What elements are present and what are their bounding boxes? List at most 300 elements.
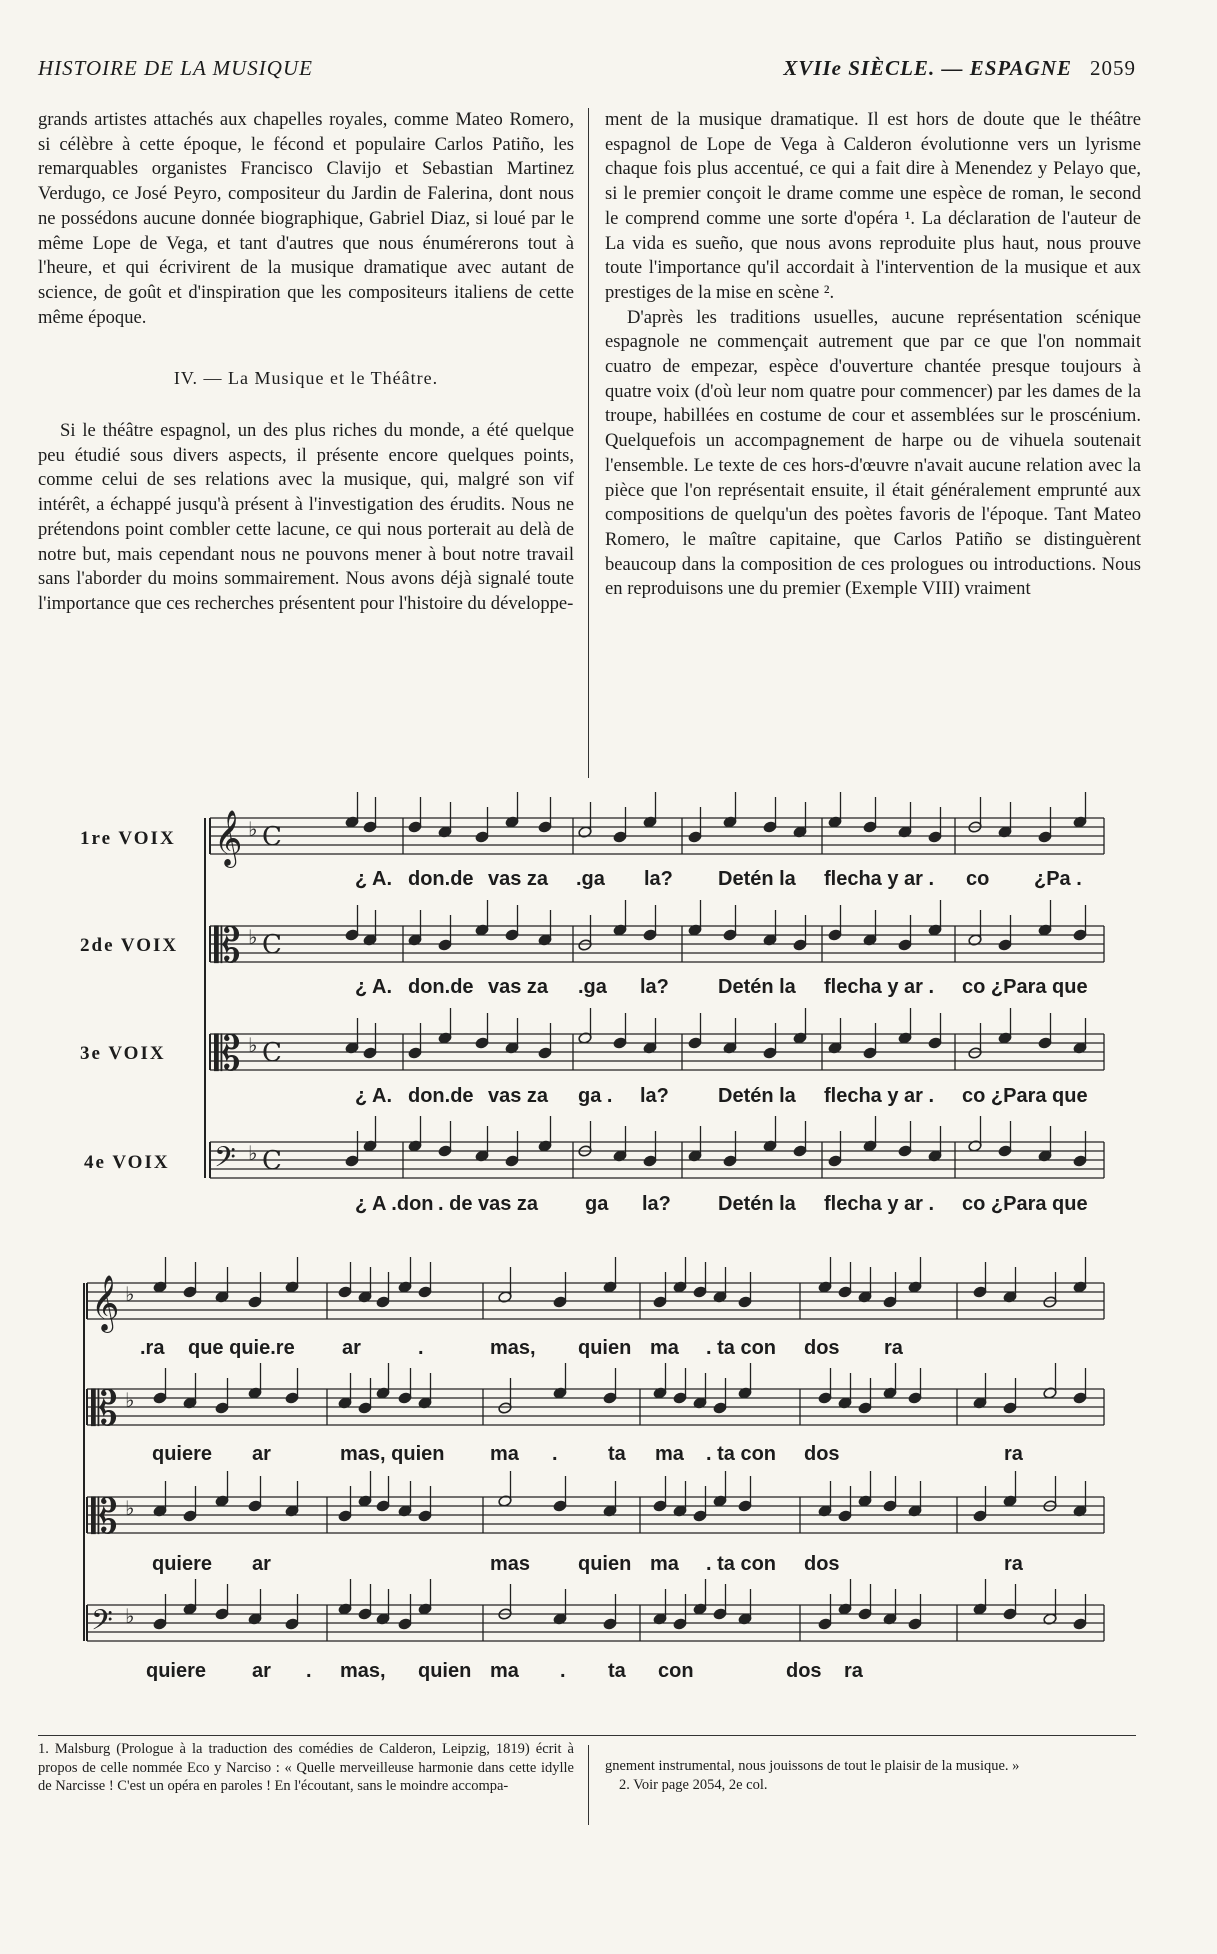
lyric: la? [644, 868, 673, 890]
lyric: . [552, 1443, 558, 1465]
lyric: mas, quien [340, 1443, 445, 1465]
lyric: vas za [488, 976, 549, 998]
note [1073, 1155, 1087, 1168]
footnote-1 [38, 1740, 574, 1796]
note [1043, 1613, 1057, 1626]
lyric: ar [342, 1337, 361, 1359]
note [578, 826, 592, 839]
note [713, 1608, 727, 1621]
footnote-text: 2. Voir page 2054, 2e col. [619, 1776, 768, 1793]
note [928, 1150, 942, 1163]
note [285, 1392, 299, 1405]
note [285, 1505, 299, 1518]
note [928, 831, 942, 844]
clef: 𝄞 [214, 810, 243, 866]
lyric: ar [252, 1443, 271, 1465]
note [363, 934, 377, 947]
paragraph: ment de la musique dramatique. Il est hors de doute que le théâtre espagnol de Lope de Vega à Calderon évolutionne vers un lyrisme chaque fois plus accentué, ce qui a fait dire à Menendez y Pelayo que, si le premier conçoit le drame comme une espèce de roman, le second le comprend comme une sorte d'opéra ¹. La déclaration de l'auteur de La vida es sueño, que nous avons reproduite plus haut, nous prouve toute l'importance qu'il accordait à l'intervention de la musique et aux prestiges de la mise en scène ². [605, 109, 1141, 303]
note [505, 1042, 519, 1055]
note [693, 1510, 707, 1523]
note [738, 1296, 752, 1309]
note [908, 1505, 922, 1518]
voice-label-2: 2de VOIX [80, 935, 179, 956]
note [1038, 1150, 1052, 1163]
lyric: ¿ A. [355, 1085, 393, 1107]
key-signature: ♭ [125, 1498, 135, 1520]
note [498, 1495, 512, 1508]
lyric: don.de [408, 868, 474, 890]
note [578, 1032, 592, 1045]
note [475, 924, 489, 937]
note [928, 924, 942, 937]
note [1073, 1281, 1087, 1294]
time-signature: C [262, 1038, 282, 1068]
note [818, 1505, 832, 1518]
note [376, 1500, 390, 1513]
note [738, 1387, 752, 1400]
note [183, 1510, 197, 1523]
lyric: dos [804, 1553, 840, 1575]
note [613, 1037, 627, 1050]
note [505, 1155, 519, 1168]
note [215, 1291, 229, 1304]
note [603, 1281, 617, 1294]
note [363, 1140, 377, 1153]
note [408, 821, 422, 834]
note [838, 1603, 852, 1616]
lyric: dos [786, 1660, 822, 1682]
lyric: co ¿Para que [962, 976, 1088, 998]
note [1073, 1042, 1087, 1055]
lyric: .ga [578, 976, 607, 998]
note [793, 939, 807, 952]
lyric: co ¿Para que [962, 1085, 1088, 1107]
note [358, 1291, 372, 1304]
note [153, 1392, 167, 1405]
lyric: mas [490, 1553, 531, 1575]
note [763, 1140, 777, 1153]
note [475, 1150, 489, 1163]
note [763, 934, 777, 947]
lyric: . [560, 1660, 566, 1682]
clef: 𝄡 [91, 1489, 118, 1545]
note [1073, 929, 1087, 942]
key-signature: ♭ [125, 1606, 135, 1628]
note [688, 1150, 702, 1163]
note [643, 816, 657, 829]
note [153, 1281, 167, 1294]
column-divider [588, 108, 589, 778]
note [688, 1037, 702, 1050]
lyric: ¿Pa . [1034, 868, 1082, 890]
note [215, 1402, 229, 1415]
note [553, 1387, 567, 1400]
page-header [38, 56, 1136, 86]
note [818, 1618, 832, 1631]
clef: 𝄡 [214, 1026, 241, 1082]
lyric: quien [578, 1553, 632, 1575]
note [1043, 1296, 1057, 1309]
note [883, 1500, 897, 1513]
note [613, 831, 627, 844]
left-column [38, 108, 574, 617]
note [838, 1397, 852, 1410]
paragraph: D'après les traditions usuelles, aucune représentation scénique espagnole ne commençait autrement que par ce que l'on nommait cuatro de empezar, espèce d'ouverture chantée presque toujours à quatre voix (d'où leur nom quatre pour commencer) par les dames de la troupe, habillées en costume de cour et assemblées sur le proscénium. Quelquefois un accompagnement de harpe ou de vihuela soutenait l'ensemble. Le texte de ces hors-d'œuvre n'avait aucune relation avec la pièce que l'on représentait ensuite, il était généralement emprunté aux compositions de quelqu'un des poètes favoris de l'époque. Tant Mateo Romero, le maître capitaine, que Carlos Patiño se distinguèrent beaucoup dans la composition de ces prologues ou introductions. Nous en reproduisons une du premier (Exemple VIII) vraiment [605, 306, 1141, 600]
note [376, 1387, 390, 1400]
note [643, 1155, 657, 1168]
note [183, 1286, 197, 1299]
note [578, 1145, 592, 1158]
note [898, 939, 912, 952]
note [338, 1286, 352, 1299]
note [723, 1042, 737, 1055]
note [438, 1145, 452, 1158]
note [418, 1510, 432, 1523]
key-signature: ♭ [125, 1390, 135, 1412]
note [828, 1042, 842, 1055]
note [408, 1047, 422, 1060]
note [898, 1145, 912, 1158]
note [863, 934, 877, 947]
note [928, 1037, 942, 1050]
note [863, 821, 877, 834]
note [338, 1397, 352, 1410]
note [838, 1286, 852, 1299]
note [653, 1613, 667, 1626]
lyric: mas, [340, 1660, 386, 1682]
note [793, 826, 807, 839]
lyric: . ta con [706, 1443, 777, 1465]
note [475, 1037, 489, 1050]
note [688, 831, 702, 844]
note [345, 1042, 359, 1055]
note [538, 821, 552, 834]
page-number: 2059 [1090, 56, 1136, 80]
note [998, 1145, 1012, 1158]
lyric: Detén la [718, 976, 796, 998]
lyric: la? [640, 976, 669, 998]
note [578, 939, 592, 952]
note [883, 1296, 897, 1309]
note [968, 934, 982, 947]
note [1073, 1618, 1087, 1631]
lyric: ta [608, 1443, 626, 1465]
clef: 𝄢 [91, 1604, 113, 1644]
lyric: ra [844, 1660, 863, 1682]
note [973, 1510, 987, 1523]
note [438, 939, 452, 952]
note [345, 929, 359, 942]
note [338, 1510, 352, 1523]
section-heading [783, 56, 1136, 81]
lyric: . ta con [706, 1553, 777, 1575]
note [215, 1495, 229, 1508]
note [713, 1291, 727, 1304]
note [723, 816, 737, 829]
note [968, 1140, 982, 1153]
note [1038, 924, 1052, 937]
note [1003, 1402, 1017, 1415]
note [828, 816, 842, 829]
note [998, 826, 1012, 839]
note [398, 1392, 412, 1405]
note [643, 1042, 657, 1055]
note [908, 1281, 922, 1294]
lyric: dos [804, 1337, 840, 1359]
note [1043, 1500, 1057, 1513]
note [603, 1392, 617, 1405]
lyric: . [306, 1660, 312, 1682]
note [505, 816, 519, 829]
clef: 𝄞 [91, 1275, 120, 1331]
note [973, 1286, 987, 1299]
note [793, 1145, 807, 1158]
lyric: quien [418, 1660, 472, 1682]
lyric: ra [1004, 1553, 1023, 1575]
note [338, 1603, 352, 1616]
note [883, 1613, 897, 1626]
note [838, 1510, 852, 1523]
lyric: ma [650, 1337, 679, 1359]
lyric: Detén la [718, 868, 796, 890]
note [345, 816, 359, 829]
note [376, 1296, 390, 1309]
note [738, 1500, 752, 1513]
note [693, 1397, 707, 1410]
note [418, 1603, 432, 1616]
note [883, 1387, 897, 1400]
lyric: que quie.re [188, 1337, 295, 1359]
note [858, 1495, 872, 1508]
lyric: co ¿Para que [962, 1193, 1088, 1215]
chapter-title: XVIIe SIÈCLE. — ESPAGNE [783, 56, 1072, 80]
footnote-rule [38, 1735, 1136, 1736]
lyric: ¿ A. [355, 868, 393, 890]
note [828, 929, 842, 942]
note [793, 1032, 807, 1045]
lyric: ar [252, 1553, 271, 1575]
note [248, 1500, 262, 1513]
note [553, 1500, 567, 1513]
lyric: quien [578, 1337, 632, 1359]
lyric: co [966, 868, 990, 890]
lyric: Detén la [718, 1193, 796, 1215]
lyric: ta [608, 1660, 626, 1682]
note [898, 826, 912, 839]
note [863, 1140, 877, 1153]
note [215, 1608, 229, 1621]
note [723, 1155, 737, 1168]
lyric: ga . [578, 1085, 613, 1107]
key-signature: ♭ [248, 927, 258, 949]
note [376, 1613, 390, 1626]
note [1073, 1392, 1087, 1405]
note [1073, 1505, 1087, 1518]
note [1073, 816, 1087, 829]
key-signature: ♭ [248, 1035, 258, 1057]
running-title: HISTOIRE DE LA MUSIQUE [38, 56, 313, 80]
note [475, 831, 489, 844]
lyric: ¿ A .don [355, 1193, 434, 1215]
note [673, 1392, 687, 1405]
note [693, 1603, 707, 1616]
lyric: flecha y ar . [824, 868, 935, 890]
note [285, 1618, 299, 1631]
note [763, 1047, 777, 1060]
voice-label-3: 3e VOIX [80, 1043, 166, 1064]
lyric: ma [490, 1443, 519, 1465]
lyric: ma [655, 1443, 684, 1465]
time-signature: C [262, 930, 282, 960]
note [538, 1140, 552, 1153]
key-signature: ♭ [248, 819, 258, 841]
clef: 𝄢 [214, 1141, 236, 1181]
note [358, 1402, 372, 1415]
lyric: la? [642, 1193, 671, 1215]
note [968, 1047, 982, 1060]
note [693, 1286, 707, 1299]
note [153, 1505, 167, 1518]
lyric: quiere [152, 1443, 213, 1465]
note [363, 821, 377, 834]
lyric: la? [640, 1085, 669, 1107]
note [418, 1286, 432, 1299]
lyric: ¿ A. [355, 976, 393, 998]
note [613, 1150, 627, 1163]
note [248, 1387, 262, 1400]
note [418, 1397, 432, 1410]
note [248, 1613, 262, 1626]
note [1003, 1291, 1017, 1304]
note [858, 1291, 872, 1304]
note [968, 821, 982, 834]
note [653, 1500, 667, 1513]
lyric: .ra [140, 1337, 165, 1359]
note [398, 1505, 412, 1518]
note [398, 1618, 412, 1631]
note [438, 1032, 452, 1045]
lyric: dos [804, 1443, 840, 1465]
paragraph: grands artistes attachés aux chapelles royales, comme Mateo Romero, si célèbre à cette époque, le fécond et populaire Carlos Patiño, les remarquables organistes Francisco Clavijo et Sebastian Martinez Verdugo, ce José Peyro, compositeur du Jardin de Falerina, dont nous ne possédons aucune donnée biographique, Gabriel Diaz, si loué par le même Lope de Vega, et tant d'autres que nous énumérerons tout à l'heure, et qui écrivirent de la musique dramatique avec autant de science, de goût et d'inspiration que les compositeurs italiens de cette même époque. [38, 109, 574, 328]
note [973, 1603, 987, 1616]
note [818, 1281, 832, 1294]
note [673, 1505, 687, 1518]
lyric: . ta con [706, 1337, 777, 1359]
footnote-text: 1. Malsburg (Prologue à la traduction des comédies de Calderon, Leipzig, 1819) écrit à propos de celle nommée Eco y Narciso : « Quelle merveilleuse harmonie dans cette idylle de Narcisse ! C'est un opéra en paroles ! En l'écoutant, sans le moindre accompa- [38, 1741, 574, 1794]
voice-label-1: 1re VOIX [80, 828, 176, 849]
lyric: vas za [488, 1085, 549, 1107]
lyric: ma [650, 1553, 679, 1575]
lyric: ar [252, 1660, 271, 1682]
right-column [605, 108, 1141, 602]
note [713, 1402, 727, 1415]
note [538, 1047, 552, 1060]
note [643, 929, 657, 942]
note [183, 1397, 197, 1410]
lyric: flecha y ar . [824, 1193, 935, 1215]
lyric: Detén la [718, 1085, 796, 1107]
note [603, 1505, 617, 1518]
note [553, 1613, 567, 1626]
note [153, 1618, 167, 1631]
note [858, 1402, 872, 1415]
note [363, 1047, 377, 1060]
note [1038, 1037, 1052, 1050]
note [553, 1296, 567, 1309]
note [908, 1392, 922, 1405]
note [738, 1613, 752, 1626]
note [498, 1291, 512, 1304]
lyric: ra [1004, 1443, 1023, 1465]
note [998, 939, 1012, 952]
note [818, 1392, 832, 1405]
note [408, 1140, 422, 1153]
lyric: ga [585, 1193, 609, 1215]
lyric: . [418, 1337, 424, 1359]
time-signature: C [262, 1146, 282, 1176]
note [408, 934, 422, 947]
paragraph: Si le théâtre espagnol, un des plus riches du monde, a été quelque peu étudié sous divers aspects, il présente encore quelques points, comme celui de ses relations avec la musique, qui, malgré son vif intérêt, a échappé jusqu'à présent à l'investigation des érudits. Nous ne prétendons point combler cette lacune, ce qui nous porterait au delà de notre but, mais cependant nous ne pouvons mener à bout notre travail sans l'aborder du moins sommairement. Nous avons déjà signalé toute l'importance que ces recherches présentent pour l'histoire du développe- [38, 420, 574, 614]
note [828, 1155, 842, 1168]
note [345, 1155, 359, 1168]
note [285, 1281, 299, 1294]
clef: 𝄡 [214, 918, 241, 974]
note [763, 821, 777, 834]
lyric: don.de [408, 976, 474, 998]
lyric: ma [490, 1660, 519, 1682]
note [1038, 831, 1052, 844]
note [183, 1603, 197, 1616]
note [1003, 1495, 1017, 1508]
lyric: don.de [408, 1085, 474, 1107]
lyric: flecha y ar . [824, 976, 935, 998]
note [613, 924, 627, 937]
note [505, 929, 519, 942]
note [673, 1281, 687, 1294]
note [713, 1495, 727, 1508]
note [653, 1296, 667, 1309]
note [1043, 1387, 1057, 1400]
lyric: quiere [146, 1660, 207, 1682]
lyric: . de vas za [438, 1193, 539, 1215]
footnote-column-divider [588, 1745, 589, 1825]
note [858, 1608, 872, 1621]
note [1003, 1608, 1017, 1621]
lyric: quiere [152, 1553, 213, 1575]
time-signature: C [262, 822, 282, 852]
note [603, 1618, 617, 1631]
lyric: .ga [576, 868, 605, 890]
note [498, 1608, 512, 1621]
note [723, 929, 737, 942]
note [358, 1495, 372, 1508]
note [538, 934, 552, 947]
lyric: flecha y ar . [824, 1085, 935, 1107]
note [673, 1618, 687, 1631]
section-title: IV. — La Musique et le Théâtre. [173, 368, 439, 389]
note [998, 1032, 1012, 1045]
note [653, 1387, 667, 1400]
clef: 𝄡 [91, 1381, 118, 1437]
note [398, 1281, 412, 1294]
note [358, 1608, 372, 1621]
note [688, 924, 702, 937]
voice-label-4: 4e VOIX [84, 1152, 170, 1173]
key-signature: ♭ [125, 1284, 135, 1306]
note [898, 1032, 912, 1045]
lyric: ra [884, 1337, 903, 1359]
lyric: vas za [488, 868, 549, 890]
